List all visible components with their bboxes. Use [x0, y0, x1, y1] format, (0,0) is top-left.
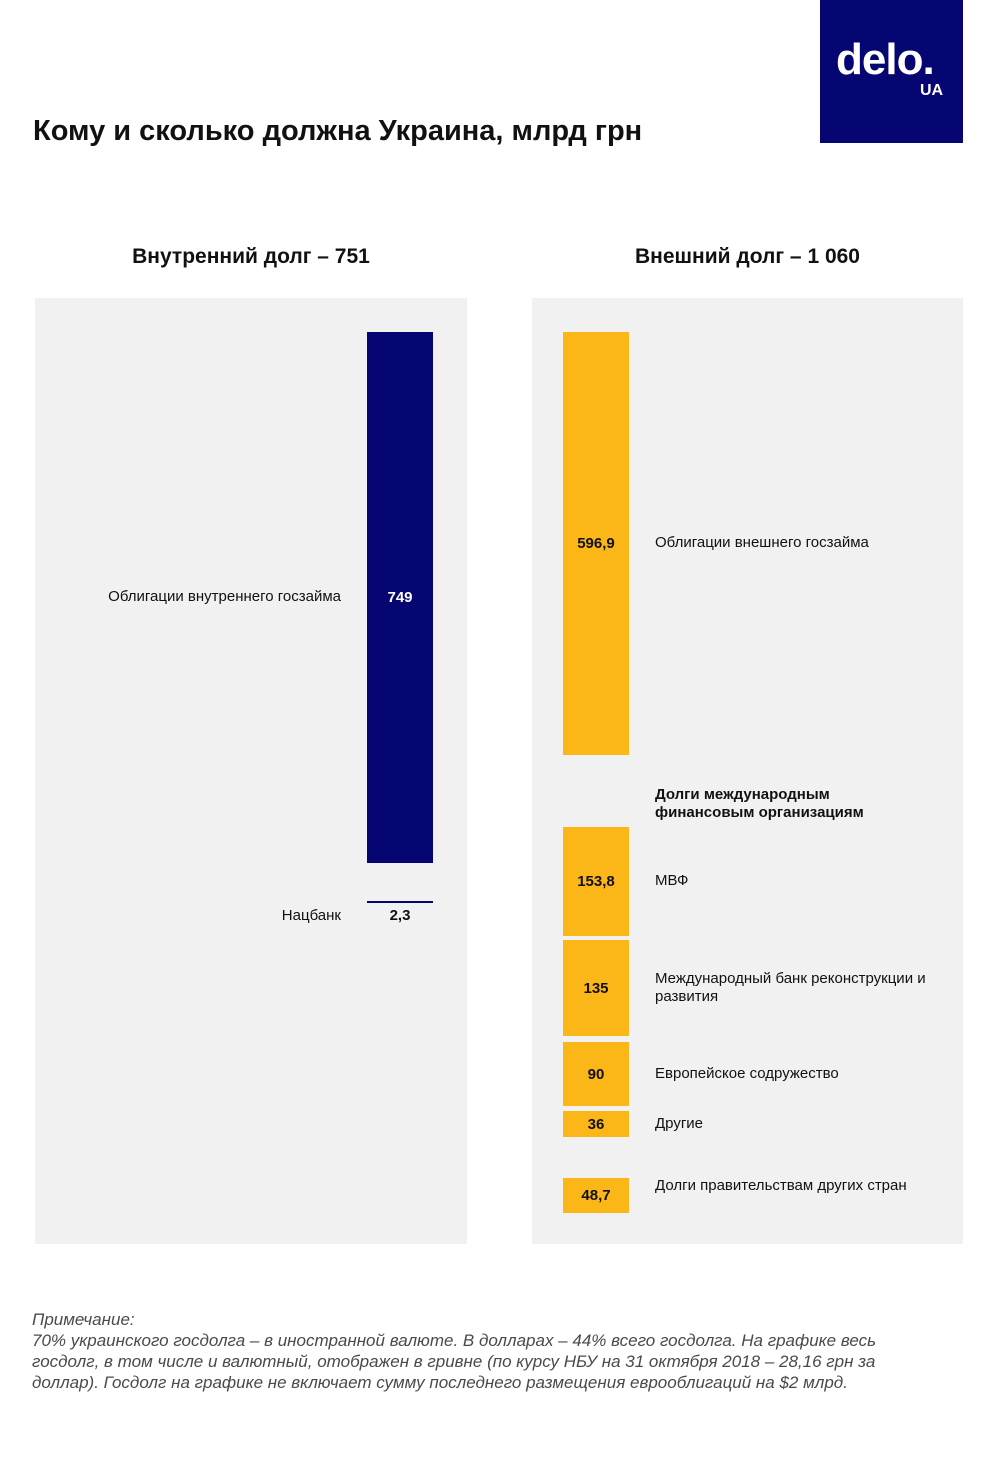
external-value-ibrd: 135	[583, 979, 609, 997]
domestic-value-ovgz: 749	[387, 589, 413, 607]
logo	[820, 0, 963, 143]
domestic-label-ovgz: Облигации внутреннего госзайма	[108, 588, 341, 606]
logo-text: delo.	[836, 35, 934, 84]
external-debt-panel	[532, 298, 963, 1244]
external-group-label: Долги международным финансовым организациям	[655, 786, 864, 821]
footnote-text: 70% украинского госдолга – в иностранной валюте. В долларах – 44% всего госдолга. На графике весь госдолг, в том числе и валютный, отображен в гривне (по курсу НБУ на 31 октября 2018 – 28,16 грн за доллар). Госдолг на графике не включает сумму последнего размещения еврооблигаций на $2 млрд.	[32, 1331, 877, 1392]
footnote-heading: Примечание:	[32, 1310, 135, 1329]
logo-subtext: UA	[920, 82, 944, 99]
external-value-governments: 48,7	[581, 1187, 611, 1205]
domestic-value-nbu: 2,3	[389, 907, 411, 924]
external-label-other: Другие	[655, 1114, 704, 1132]
domestic-debt-panel	[35, 298, 467, 1244]
page-title: Кому и сколько должна Украина, млрд грн	[33, 115, 643, 147]
external-label-bonds: Облигации внешнего госзайма	[655, 534, 869, 552]
external-label-governments: Долги правительствам других стран	[655, 1177, 907, 1195]
external-label-ec: Европейское содружество	[655, 1064, 839, 1082]
external-label-imf: МВФ	[655, 872, 689, 890]
footnote	[32, 1309, 942, 1393]
external-value-other: 36	[587, 1115, 605, 1133]
external-value-imf: 153,8	[577, 873, 615, 891]
domestic-bar-nbu	[367, 901, 433, 903]
external-value-ec: 90	[587, 1065, 605, 1083]
external-debt-title: Внешний долг – 1 060	[635, 245, 860, 268]
external-value-bonds: 596,9	[577, 535, 615, 553]
external-label-ibrd: Международный банк реконструкции и развития	[655, 969, 926, 1005]
domestic-debt-title: Внутренний долг – 751	[132, 245, 370, 268]
domestic-label-nbu: Нацбанк	[281, 907, 341, 924]
